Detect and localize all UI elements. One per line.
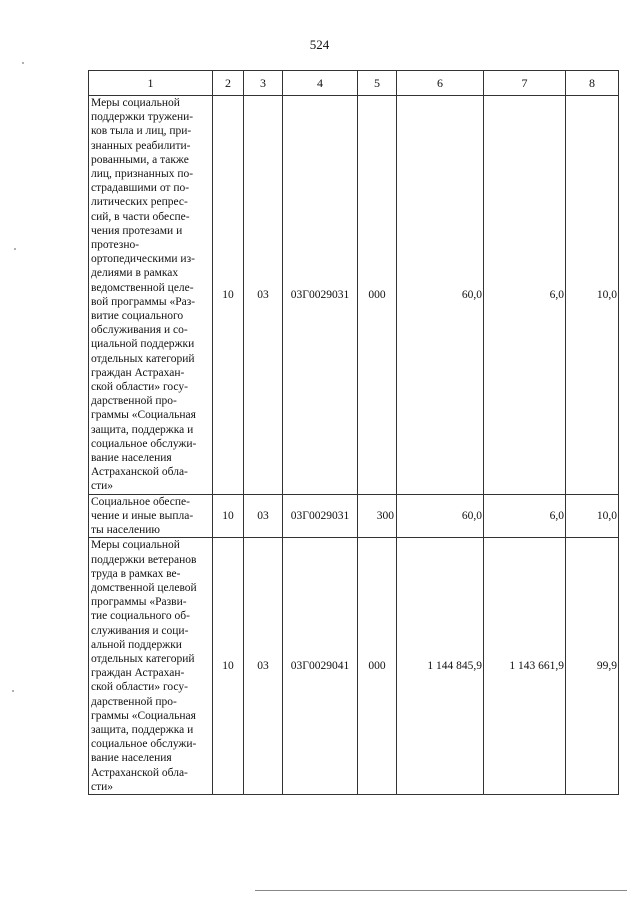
- bottom-scan-rule: [255, 890, 627, 891]
- description-line: ты населению: [91, 524, 160, 537]
- description-line: циальной поддержки: [91, 338, 195, 351]
- row-actual-amount: 6,0: [484, 96, 566, 495]
- page-number: 524: [309, 37, 330, 52]
- row-subsection: 03: [244, 96, 283, 495]
- row-target-article: 03Г0029031: [283, 96, 358, 495]
- description-line: делиями в рамках: [91, 267, 179, 280]
- row-expense-type: 000: [358, 96, 397, 495]
- description-line: отдельных категорий: [91, 352, 195, 365]
- row-expense-type: 300: [358, 494, 397, 538]
- row-planned-amount: 1 144 845,9: [397, 538, 484, 795]
- scan-speck: [14, 248, 16, 250]
- header-col-3: 3: [244, 71, 283, 96]
- budget-table: [88, 70, 619, 795]
- row-section: 10: [213, 494, 244, 538]
- description-line: граждан Астрахан-: [91, 366, 185, 379]
- description-line: вание населения: [91, 452, 172, 465]
- description-line: ской области» госу-: [91, 381, 188, 394]
- description-line: чение и иные выпла-: [91, 509, 194, 522]
- header-col-2: 2: [213, 71, 244, 96]
- description-line: рованными, а также: [91, 153, 189, 166]
- header-col-7: 7: [484, 71, 566, 96]
- row-section: 10: [213, 96, 244, 495]
- header-col-5: 5: [358, 71, 397, 96]
- description-line: литических репрес-: [91, 196, 188, 209]
- description-line: ской области» госу-: [91, 681, 188, 694]
- row-target-article: 03Г0029031: [283, 494, 358, 538]
- description-line: тие социального об-: [91, 610, 190, 623]
- description-line: ков тыла и лиц, при-: [91, 125, 192, 138]
- header-col-6: 6: [397, 71, 484, 96]
- row-description: [89, 494, 213, 538]
- row-percent: 10,0: [566, 96, 619, 495]
- description-line: знанных реабилити-: [91, 139, 191, 152]
- row-description: [89, 538, 213, 795]
- row-subsection: 03: [244, 538, 283, 795]
- description-line: социальное обслужи-: [91, 738, 197, 751]
- description-line: служивания и соци-: [91, 624, 189, 637]
- description-line: чения протезами и: [91, 224, 183, 237]
- description-line: поддержки тружени-: [91, 111, 194, 124]
- description-line: сий, в части обеспе-: [91, 210, 190, 223]
- description-line: программы «Разви-: [91, 596, 187, 609]
- description-line: Меры социальной: [91, 97, 180, 109]
- description-line: дарственной про-: [91, 395, 177, 408]
- row-planned-amount: 60,0: [397, 494, 484, 538]
- description-line: вой программы «Раз-: [91, 295, 196, 308]
- row-actual-amount: 6,0: [484, 494, 566, 538]
- description-line: граммы «Социальная: [91, 409, 196, 422]
- row-percent: 99,9: [566, 538, 619, 795]
- description-line: дарственной про-: [91, 695, 177, 708]
- description-line: лиц, признанных по-: [91, 168, 194, 181]
- scan-speck: [12, 690, 14, 692]
- row-subsection: 03: [244, 494, 283, 538]
- table-row: [89, 96, 619, 495]
- row-description: [89, 96, 213, 495]
- row-expense-type: 000: [358, 538, 397, 795]
- table-row: [89, 494, 619, 538]
- description-line: обслуживания и со-: [91, 324, 188, 337]
- description-line: поддержки ветеранов: [91, 553, 197, 566]
- description-line: защита, поддержка и: [91, 723, 194, 736]
- description-line: граждан Астрахан-: [91, 667, 185, 680]
- description-line: труда в рамках ве-: [91, 567, 181, 580]
- description-line: протезно-: [91, 239, 140, 252]
- description-line: Меры социальной: [91, 539, 180, 552]
- description-line: ведомственной целе-: [91, 281, 194, 294]
- row-section: 10: [213, 538, 244, 795]
- scan-speck: [22, 62, 24, 64]
- row-planned-amount: 60,0: [397, 96, 484, 495]
- row-target-article: 03Г0029041: [283, 538, 358, 795]
- description-line: сти»: [91, 480, 114, 493]
- header-col-1: 1: [89, 71, 213, 96]
- description-line: граммы «Социальная: [91, 709, 196, 722]
- description-line: социальное обслужи-: [91, 437, 197, 450]
- row-percent: 10,0: [566, 494, 619, 538]
- table-row: [89, 538, 619, 795]
- description-line: защита, поддержка и: [91, 423, 194, 436]
- header-col-4: 4: [283, 71, 358, 96]
- row-actual-amount: 1 143 661,9: [484, 538, 566, 795]
- description-line: Астраханской обла-: [91, 466, 188, 479]
- description-line: сти»: [91, 780, 114, 793]
- description-line: альной поддержки: [91, 638, 182, 651]
- description-line: вание населения: [91, 752, 172, 765]
- description-line: домственной целевой: [91, 581, 197, 594]
- description-line: страдавшими от по-: [91, 182, 190, 195]
- header-col-8: 8: [566, 71, 619, 96]
- description-line: ортопедическими из-: [91, 253, 195, 266]
- description-line: Астраханской обла-: [91, 766, 188, 779]
- description-line: отдельных категорий: [91, 652, 195, 665]
- table-header-row: [89, 71, 619, 96]
- description-line: витие социального: [91, 310, 184, 323]
- description-line: Социальное обеспе-: [91, 495, 190, 508]
